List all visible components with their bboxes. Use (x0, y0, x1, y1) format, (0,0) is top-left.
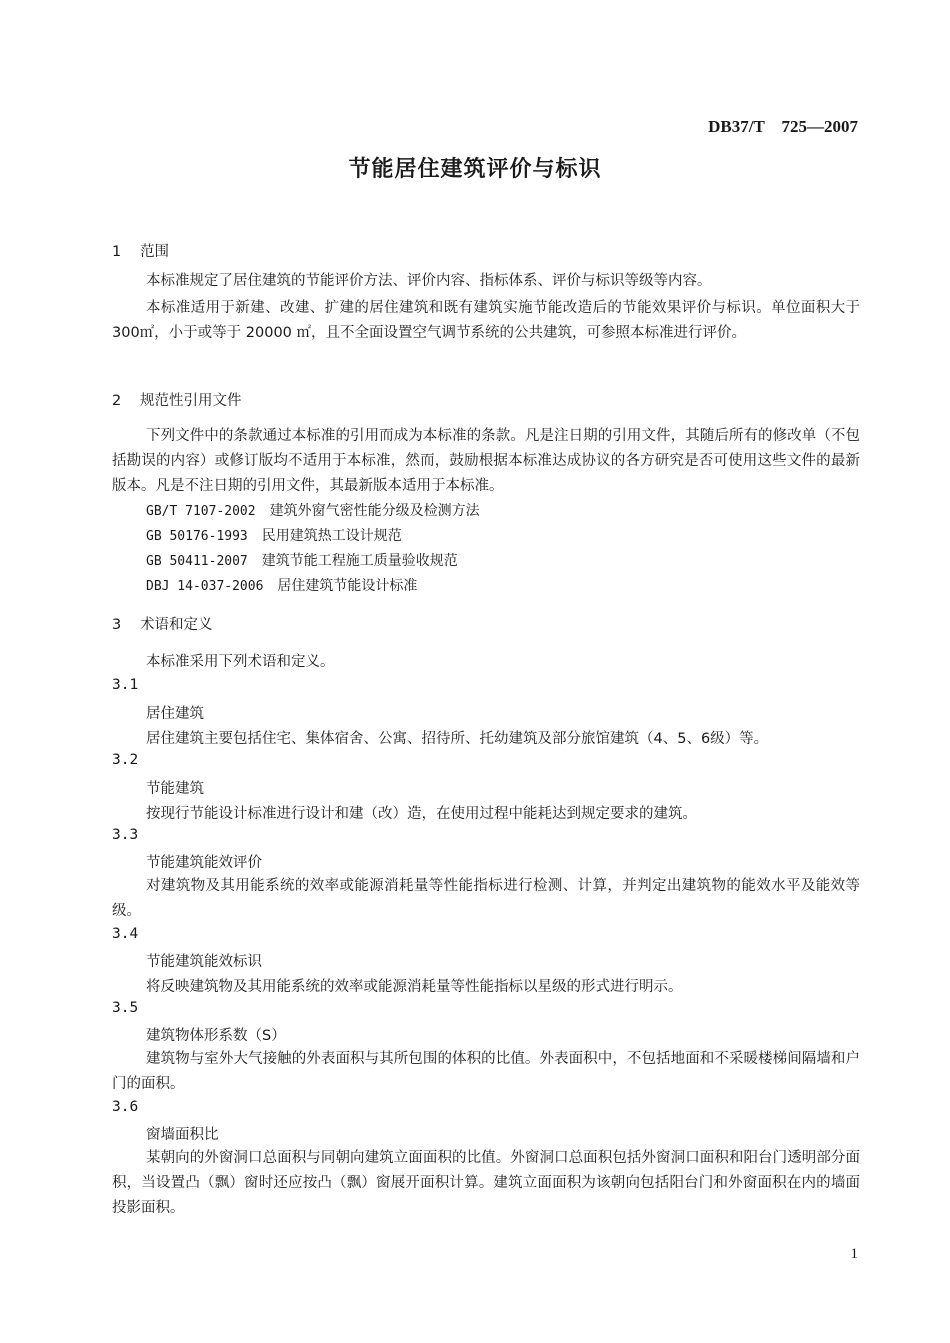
reference-name: 建筑外窗气密性能分级及检测方法 (269, 503, 480, 519)
reference-code: DBJ 14-037-2006 (146, 579, 264, 594)
reference-item (146, 525, 402, 545)
reference-item (146, 575, 417, 595)
term-number: 3.1 (112, 677, 139, 693)
term-definition: 建筑物与室外大气接触的外表面积与其所包围的体积的比值。外表面积中，不包括地面和不采暖楼梯间隔墙和户门的面积。 (112, 1051, 860, 1092)
reference-name: 民用建筑热工设计规范 (261, 528, 402, 544)
section-number: 1 (112, 244, 122, 260)
section-1-heading (112, 240, 169, 261)
section-1-paragraph-1: 本标准规定了居住建筑的节能评价方法、评价内容、指标体系、评价与标识等级等内容。 (146, 273, 712, 289)
term-definition: 居住建筑主要包括住宅、集体宿舍、公寓、招待所、托幼建筑及部分旅馆建筑（4、5、6级）等。 (146, 731, 769, 747)
section-title: 规范性引用文件 (140, 393, 242, 409)
reference-code: GB/T 7107-2002 (146, 504, 256, 519)
term-definition: 将反映建筑物及其用能系统的效率或能源消耗量等性能指标以星级的形式进行明示。 (146, 979, 683, 995)
section-number: 2 (112, 393, 122, 409)
term-number: 3.3 (112, 827, 139, 843)
term-definition: 对建筑物及其用能系统的效率或能源消耗量等性能指标进行检测、计算，并判定出建筑物的能效水平及能效等级。 (112, 878, 860, 919)
reference-name: 居住建筑节能设计标准 (277, 578, 418, 594)
section-2-heading (112, 389, 242, 410)
term-number: 3.2 (112, 752, 139, 768)
reference-item (146, 550, 458, 570)
term-name: 节能建筑 (146, 781, 204, 797)
document-code: DB37/T 725—2007 (708, 117, 858, 136)
section-2-paragraph-1: 下列文件中的条款通过本标准的引用而成为本标准的条款。凡是注日期的引用文件，其随后所有的修改单（不包括勘误的内容）或修订版均不适用于本标准，然而，鼓励根据本标准达成协议的各方研究是否可使用这些文件的最新版本。凡是不注日期的引用文件，其最新版本适用于本标准。 (112, 428, 860, 494)
reference-item (146, 500, 480, 520)
section-title: 术语和定义 (140, 617, 213, 633)
document-title: 节能居住建筑评价与标识 (348, 157, 602, 182)
term-definition: 某朝向的外窗洞口总面积与同朝向建筑立面面积的比值。外窗洞口总面积包括外窗洞口面积和阳台门透明部分面积，当设置凸（飘）窗时还应按凸（飘）窗展开面积计算。建筑立面面积为该朝向包括阳台门和外窗面积在内的墙面投影面积。 (112, 1150, 860, 1216)
reference-code: GB 50176-1993 (146, 529, 248, 544)
term-name: 居住建筑 (146, 706, 204, 722)
section-1-paragraph-2: 本标准适用于新建、改建、扩建的居住建筑和既有建筑实施节能改造后的节能效果评价与标识。单位面积大于 300㎡，小于或等于 20000 ㎡，且不全面设置空气调节系统的公共建筑，可参照本标准进行评价。 (112, 300, 860, 341)
term-definition: 按现行节能设计标准进行设计和建（改）造，在使用过程中能耗达到规定要求的建筑。 (146, 806, 697, 822)
term-name: 节能建筑能效评价 (146, 855, 262, 871)
term-number: 3.5 (112, 1000, 139, 1016)
term-number: 3.4 (112, 926, 139, 942)
section-title: 范围 (140, 244, 169, 260)
term-name: 窗墙面积比 (146, 1127, 219, 1143)
section-number: 3 (112, 617, 122, 633)
reference-name: 建筑节能工程施工质量验收规范 (261, 553, 458, 569)
term-number: 3.6 (112, 1099, 139, 1115)
reference-code: GB 50411-2007 (146, 554, 248, 569)
section-3-intro: 本标准采用下列术语和定义。 (146, 654, 335, 670)
term-name: 节能建筑能效标识 (146, 954, 262, 970)
page-number: 1 (850, 1246, 858, 1262)
term-name: 建筑物体形系数（S） (146, 1028, 286, 1044)
section-3-heading (112, 613, 213, 634)
